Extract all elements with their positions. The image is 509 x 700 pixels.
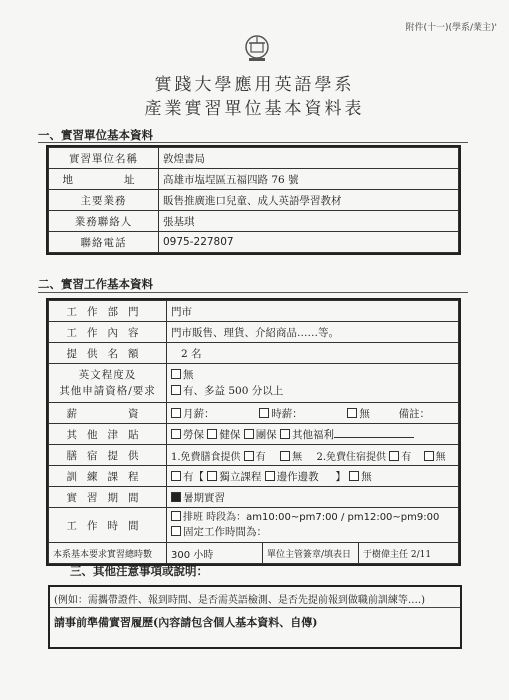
section1-heading: 一、實習單位基本資料 bbox=[38, 128, 153, 142]
address-label: 地 址 bbox=[49, 169, 159, 190]
quota-label: 提供名額 bbox=[49, 343, 167, 364]
university-logo bbox=[244, 34, 270, 62]
table-row bbox=[49, 148, 459, 169]
meal-no-label: 無 bbox=[292, 451, 303, 463]
checkbox-independent-course[interactable] bbox=[207, 471, 217, 481]
checkbox-english-yes[interactable] bbox=[171, 385, 181, 395]
stay-label: 2.免費住宿提供 bbox=[316, 451, 387, 463]
unit-name-value: 敦煌書局 bbox=[159, 148, 459, 169]
table-row bbox=[49, 543, 459, 564]
shift-label: 排班 時段為：am10:00~pm7:00 / pm12:00~pm9:00 bbox=[183, 512, 440, 523]
checkbox-training-no[interactable] bbox=[349, 471, 359, 481]
content-label: 工作內容 bbox=[49, 322, 167, 343]
period-label: 實習期間 bbox=[49, 487, 167, 508]
remarks-divider bbox=[50, 607, 460, 608]
table-row bbox=[49, 364, 459, 403]
phone-value: 0975-227807 bbox=[159, 232, 459, 253]
on-job-teaching-label: 邊作邊教 bbox=[276, 470, 319, 483]
table-row bbox=[49, 301, 459, 322]
english-label-line1: 英文程度及 bbox=[78, 369, 137, 381]
contact-label: 業務聯絡人 bbox=[49, 211, 159, 232]
meal-label: 1.免費膳食提供 bbox=[171, 451, 241, 463]
meal-yes-label: 有 bbox=[255, 451, 266, 463]
english-label-line2: 其他申請資格/要求 bbox=[59, 385, 156, 397]
training-close-bracket: 】 bbox=[335, 470, 346, 483]
english-yes-label: 有、多益 500 分以上 bbox=[183, 385, 284, 397]
checkbox-shift[interactable] bbox=[171, 511, 181, 521]
hours-label: 工作時間 bbox=[49, 508, 167, 543]
section3-heading: 三、其他注意事項或說明： bbox=[70, 564, 208, 578]
section1-rule bbox=[38, 142, 468, 143]
period-options bbox=[167, 487, 459, 508]
allowance-label: 其他津貼 bbox=[49, 424, 167, 445]
checkbox-salary-none[interactable] bbox=[347, 408, 357, 418]
required-hours-label: 本系基本要求實習總時數 bbox=[49, 543, 167, 564]
table-row bbox=[49, 232, 459, 253]
group-insurance-label: 團保 bbox=[255, 428, 277, 441]
section2-rule bbox=[38, 292, 468, 293]
fixed-hours-label: 固定工作時間為： bbox=[183, 526, 267, 538]
checkbox-meal-yes[interactable] bbox=[244, 451, 254, 461]
remarks-example: (例如：需攜帶證件、報到時間、是否需英語檢測、是否先提前報到做職前訓練等….) bbox=[54, 595, 425, 606]
other-benefit-label: 其他福利 bbox=[292, 428, 335, 441]
table-row bbox=[49, 190, 459, 211]
period-value: 暑期實習 bbox=[183, 491, 225, 504]
remarks-content: 請事前準備實習履歷(內容請包含個人基本資料、自傳) bbox=[54, 616, 318, 629]
independent-course-label: 獨立課程 bbox=[219, 470, 262, 483]
sign-label: 單位主管簽章/填表日 bbox=[263, 543, 359, 564]
training-options bbox=[167, 466, 459, 487]
table-row bbox=[49, 211, 459, 232]
checkbox-training-yes[interactable] bbox=[171, 471, 181, 481]
stay-no-label: 無 bbox=[435, 451, 446, 463]
english-none-label: 無 bbox=[183, 369, 194, 381]
checkbox-hourly[interactable] bbox=[259, 408, 269, 418]
document-title: 實踐大學應用英語學系 bbox=[154, 75, 355, 95]
checkbox-on-job-teaching[interactable] bbox=[265, 471, 275, 481]
checkbox-english-none[interactable] bbox=[171, 369, 181, 379]
checkbox-meal-no[interactable] bbox=[280, 451, 290, 461]
work-info-table bbox=[48, 300, 459, 564]
business-label: 主要業務 bbox=[49, 190, 159, 211]
remarks-box bbox=[48, 585, 462, 649]
hourly-label: 時薪： bbox=[271, 407, 303, 420]
table-row bbox=[49, 445, 459, 466]
checkbox-summer-checked[interactable] bbox=[171, 492, 181, 502]
table-row bbox=[49, 508, 459, 543]
required-hours-value: 300 小時 bbox=[167, 543, 263, 564]
table-row bbox=[49, 424, 459, 445]
labor-insurance-label: 勞保 bbox=[183, 428, 204, 441]
sign-value: 于樹偉主任 2/11 bbox=[359, 543, 459, 564]
quota-value: 2 名 bbox=[167, 343, 459, 364]
unit-info-table bbox=[48, 147, 459, 253]
content-value: 門市販售、理貨、介紹商品……等。 bbox=[167, 322, 459, 343]
section2-heading: 二、實習工作基本資料 bbox=[38, 277, 153, 291]
salary-none-label: 無 bbox=[359, 407, 370, 420]
lodging-options bbox=[167, 445, 459, 466]
dept-value: 門市 bbox=[167, 301, 459, 322]
english-label bbox=[49, 364, 167, 403]
business-value: 販售推廣進口兒童、成人英語學習教材 bbox=[159, 190, 459, 211]
checkbox-group-insurance[interactable] bbox=[244, 429, 254, 439]
english-options bbox=[167, 364, 459, 403]
checkbox-other-benefit[interactable] bbox=[280, 429, 290, 439]
checkbox-labor-insurance[interactable] bbox=[171, 429, 181, 439]
address-value: 高雄市塩埕區五福四路 76 號 bbox=[159, 169, 459, 190]
salary-label: 薪 資 bbox=[49, 403, 167, 424]
checkbox-stay-yes[interactable] bbox=[389, 451, 399, 461]
stay-yes-label: 有 bbox=[401, 451, 412, 463]
table-row bbox=[49, 487, 459, 508]
attachment-label: 附件(十一)(學系/業主)' bbox=[405, 23, 497, 33]
training-yes-label: 有【 bbox=[183, 470, 204, 483]
unit-name-label: 實習單位名稱 bbox=[49, 148, 159, 169]
dept-label: 工作部門 bbox=[49, 301, 167, 322]
contact-value: 張基琪 bbox=[159, 211, 459, 232]
checkbox-fixed-hours[interactable] bbox=[171, 526, 181, 536]
table-row bbox=[49, 169, 459, 190]
salary-options bbox=[167, 403, 459, 424]
allowance-options bbox=[167, 424, 459, 445]
hours-options bbox=[167, 508, 459, 543]
checkbox-stay-no[interactable] bbox=[424, 451, 434, 461]
phone-label: 聯絡電話 bbox=[49, 232, 159, 253]
monthly-label: 月薪： bbox=[183, 407, 215, 420]
table-row bbox=[49, 322, 459, 343]
health-insurance-label: 健保 bbox=[219, 428, 241, 441]
table-row bbox=[49, 403, 459, 424]
training-label: 訓練課程 bbox=[49, 466, 167, 487]
lodging-label: 膳宿提供 bbox=[49, 445, 167, 466]
checkbox-health-insurance[interactable] bbox=[207, 429, 217, 439]
table-row bbox=[49, 343, 459, 364]
checkbox-monthly[interactable] bbox=[171, 408, 181, 418]
document-subtitle: 產業實習單位基本資料表 bbox=[144, 99, 365, 119]
training-no-label: 無 bbox=[361, 470, 372, 483]
table-row bbox=[49, 466, 459, 487]
salary-note-label: 備註： bbox=[398, 407, 431, 420]
